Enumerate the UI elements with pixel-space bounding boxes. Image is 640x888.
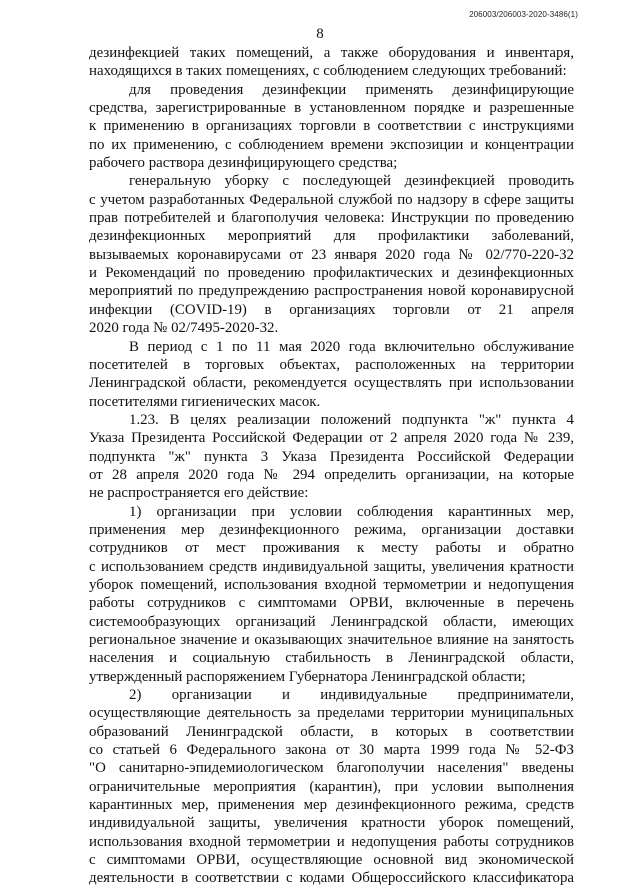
text-line: работы сотрудников с симптомами ОРВИ, включенные в перечень — [89, 595, 574, 612]
text-line: "О санитарно-эпидемиологическом благополучии населения" введены — [89, 760, 574, 777]
text-line: осуществляющие деятельность за пределами территории муниципальных — [89, 705, 574, 722]
text-line: 2020 года № 02/7495-2020-32. — [89, 320, 279, 337]
text-line: с учетом разработанных Федеральной службой по надзору в сфере защиты — [89, 191, 574, 208]
text-line: от 28 апреля 2020 года № 294 определить организации, на которые — [89, 466, 574, 483]
text-line: с использованием средств индивидуальной защиты, увеличения кратности — [89, 558, 574, 575]
text-line: Указа Президента Российской Федерации от 2 апреля 2020 года № 239, — [89, 430, 574, 447]
text-line: посетителей в торговых объектах, расположенных на территории — [89, 356, 574, 373]
text-line: сотрудников от мест проживания к месту работы и обратно — [89, 540, 574, 557]
text-line: системообразующих организаций Ленинградской области, имеющих — [89, 613, 574, 630]
text-line: прав потребителей и благополучия человека: Инструкции по проведению — [89, 210, 574, 227]
text-line: вызываемых коронавирусами от 23 января 2020 года № 02/770-220-32 — [89, 246, 574, 263]
text-line: с симптомами ОРВИ, осуществляющие основной вид экономической — [89, 852, 574, 869]
text-line: со статьей 6 Федерального закона от 30 марта 1999 года № 52-ФЗ — [89, 742, 574, 759]
text-line: находящихся в таких помещениях, с соблюдением следующих требований: — [89, 63, 567, 80]
text-line: рабочего раствора дезинфицирующего средства; — [89, 155, 398, 172]
text-line: и Рекомендаций по проведению профилактических и дезинфекционных — [89, 265, 574, 282]
text-line: к применению в организациях торговли в соответствии с инструкциями — [89, 118, 574, 135]
text-line: Ленинградской области, рекомендуется осуществлять при использовании — [89, 375, 574, 392]
text-line: использования входной термометрии и недопущения работы сотрудников — [89, 833, 574, 850]
text-line: ограничительные мероприятия (карантин), при условии выполнения — [89, 778, 574, 795]
document-body — [89, 44, 574, 888]
text-line: образований Ленинградской области, в которых в соответствии — [89, 723, 574, 740]
text-line: населения и социальную стабильность в Ленинградской области, — [89, 650, 574, 667]
text-line: генеральную уборку с последующей дезинфекцией проводить — [129, 173, 574, 190]
text-line: 2) организации и индивидуальные предприниматели, — [129, 687, 574, 704]
page-number: 8 — [316, 26, 324, 42]
text-line: посетителями гигиенических масок. — [89, 393, 321, 410]
text-line: по их применению, с соблюдением времени экспозиции и концентрации — [89, 136, 574, 153]
text-line: подпункта "ж" пункта 3 Указа Президента Российской Федерации — [89, 448, 574, 465]
text-line: инфекции (COVID-19) в организациях торговли от 21 апреля — [89, 301, 574, 318]
text-line: средства, зарегистрированные в установленном порядке и разрешенные — [89, 100, 574, 117]
text-line: дезинфекцией таких помещений, а также оборудования и инвентаря, — [89, 45, 574, 61]
text-line: деятельности в соответствии с кодами Общероссийского классификатора — [89, 870, 574, 887]
text-line: для проведения дезинфекции применять дезинфицирующие — [129, 81, 574, 98]
text-line: дезинфекционных мероприятий для профилактики заболеваний, — [89, 228, 574, 245]
text-line: мероприятий по предупреждению распространения новой коронавирусной — [89, 283, 574, 300]
text-line: не распространяется его действие: — [89, 485, 309, 502]
document-id: 206003/206003-2020-3486(1) — [469, 10, 578, 19]
text-line: уборок помещений, использования входной термометрии и недопущения — [89, 576, 574, 593]
text-line: индивидуальной защиты, увеличения кратности уборок помещений, — [89, 815, 574, 832]
text-line: 1.23. В целях реализации положений подпункта "ж" пункта 4 — [129, 411, 574, 428]
text-line: карантинных мер, применения мер дезинфекционного режима, средств — [89, 797, 574, 814]
text-line: утвержденный распоряжением Губернатора Ленинградской области; — [89, 668, 526, 685]
text-line: В период с 1 по 11 мая 2020 года включительно обслуживание — [129, 338, 574, 355]
text-line: региональное значение и оказывающих значительное влияние на занятость — [89, 632, 574, 648]
text-line: применения мер дезинфекционного режима, организации доставки — [89, 521, 574, 538]
text-line: 1) организации при условии соблюдения карантинных мер, — [129, 503, 574, 520]
